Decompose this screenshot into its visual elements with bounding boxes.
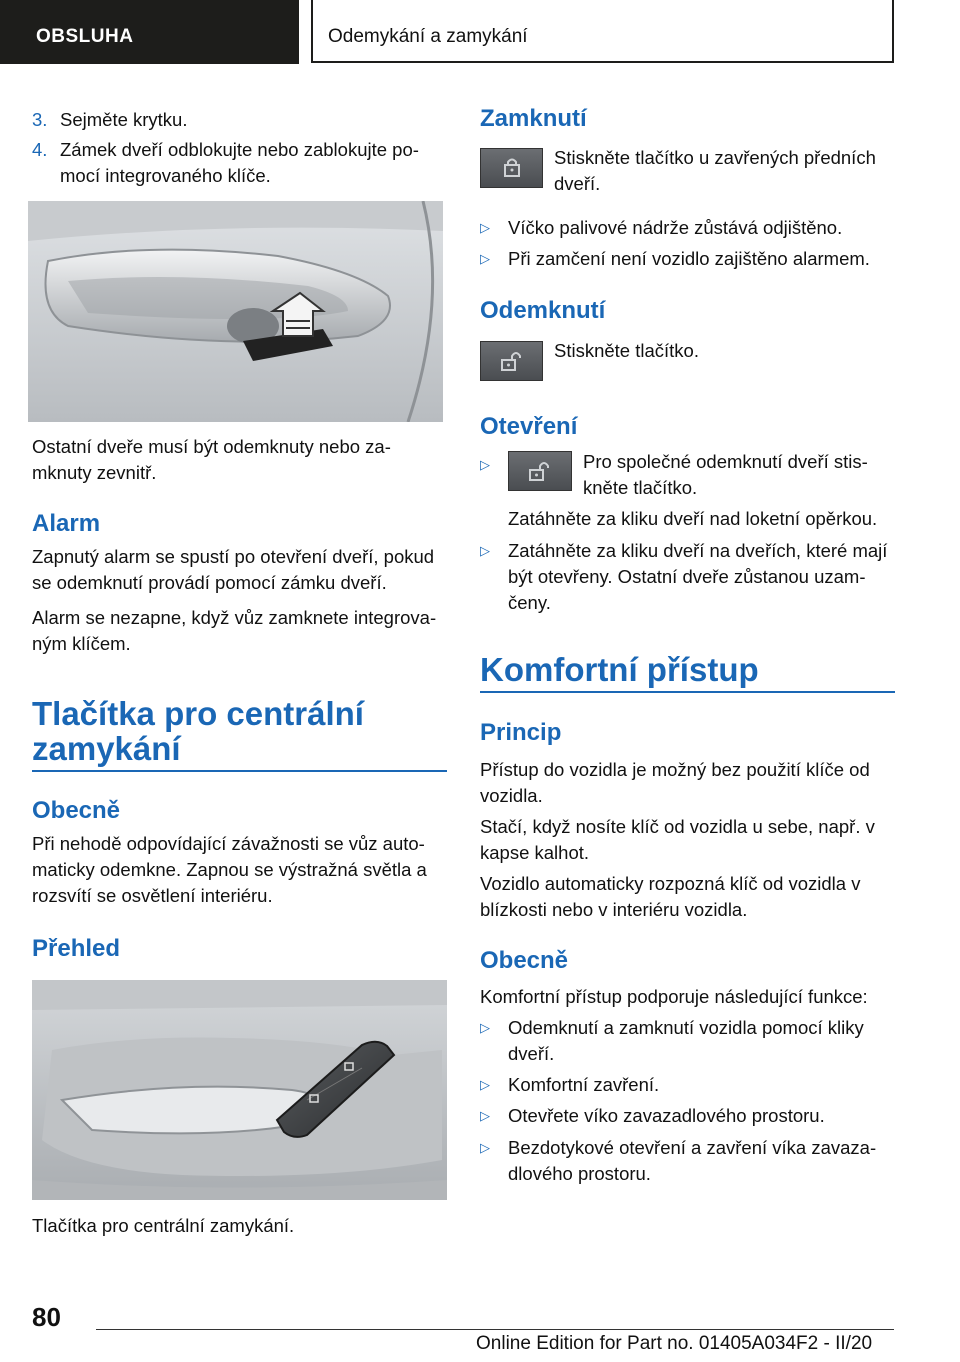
- zamknuti-bullet-1: ▷ Víčko palivové nádrže zůstává odjištěno.: [480, 215, 895, 243]
- bullet-icon: ▷: [480, 1108, 490, 1123]
- otevreni-bullet-2: ▷ Zatáhněte za kliku dveří na dveřích, které mají: [480, 538, 895, 566]
- obecne-l1: Při nehodě odpovídající závažnosti se vůz auto-: [32, 833, 425, 854]
- page-number: 80: [32, 1302, 61, 1332]
- zamknuti-l1: Stiskněte tlačítko u zavřených předních: [554, 147, 876, 168]
- func-bullet-1: ▷ Odemknutí a zamknutí vozidla pomocí kliky: [480, 1015, 895, 1043]
- func-bullet-2: ▷ Komfortní zavření.: [480, 1072, 895, 1100]
- otevreni-heading: Otevření: [480, 413, 578, 440]
- zamknuti-heading: Zamknutí: [480, 105, 587, 132]
- bullet-icon: ▷: [480, 457, 490, 472]
- obecne2-heading: Obecně: [480, 947, 569, 974]
- alarm-heading: Alarm: [32, 510, 101, 537]
- step-4-cont: mocí integrovaného klíče.: [60, 165, 271, 186]
- otevreni-b1-l2: kněte tlačítko.: [583, 477, 698, 498]
- unlock-button-image: [480, 341, 543, 381]
- heading-rule: [32, 770, 447, 772]
- princip-heading: Princip: [480, 719, 562, 746]
- photo-caption: Tlačítka pro centrální zamykání.: [32, 1215, 295, 1236]
- obecne2-text: Komfortní přístup podporuje následující funkce:: [480, 986, 868, 1007]
- section-label: OBSLUHA: [36, 26, 134, 47]
- lock-button-image: [480, 148, 543, 188]
- chapter-tab: [311, 0, 894, 63]
- odemknuti-heading: Odemknutí: [480, 297, 606, 324]
- bullet-icon: ▷: [480, 220, 490, 235]
- lock-icon: [499, 156, 525, 180]
- unlock-button-image-2: [508, 451, 572, 491]
- bullet-icon: ▷: [480, 251, 490, 266]
- obecne-l3: rozsvítí se osvětlení interiéru.: [32, 885, 273, 906]
- func-b1-l2: dveří.: [508, 1043, 555, 1064]
- func-bullet-4: ▷ Bezdotykové otevření a zavření víka zavaza-: [480, 1135, 895, 1163]
- central-locking-photo: [32, 980, 447, 1200]
- func-b4-l2: dlového prostoru.: [508, 1163, 651, 1184]
- alarm-p2-l2: ným klíčem.: [32, 633, 131, 654]
- footer-rule: [96, 1329, 894, 1330]
- door-lock-photo: [28, 201, 443, 422]
- princip-p1-l2: vozidla.: [480, 785, 543, 806]
- section-tab: [0, 0, 299, 64]
- bullet-icon: ▷: [480, 543, 490, 558]
- princip-p1-l1: Přístup do vozidla je možný bez použití klíče od: [480, 759, 870, 780]
- otevreni-b2-l3: čeny.: [508, 592, 551, 613]
- edition-footer: Online Edition for Part no. 01405A034F2 - II/20: [476, 1333, 873, 1354]
- step-4: 4. Zámek dveří odblokujte nebo zablokujte po-: [32, 139, 419, 160]
- komfort-rule: [480, 691, 895, 693]
- prehled-heading: Přehled: [32, 935, 121, 962]
- note-line-2: mknuty zevnitř.: [32, 462, 157, 483]
- bullet-icon: ▷: [480, 1140, 490, 1155]
- otevreni-b1-l1: Pro společné odemknutí dveří stis-: [583, 451, 868, 472]
- princip-p2-l2: kapse kalhot.: [480, 842, 590, 863]
- alarm-p2-l1: Alarm se nezapne, když vůz zamknete integrova-: [32, 607, 437, 628]
- princip-p3-l1: Vozidlo automaticky rozpozná klíč od vozidla v: [480, 873, 861, 894]
- zamknuti-l2: dveří.: [554, 173, 601, 194]
- func-bullet-3: ▷ Otevřete víko zavazadlového prostoru.: [480, 1103, 895, 1131]
- note-line-1: Ostatní dveře musí být odemknuty nebo za-: [32, 436, 391, 457]
- alarm-p1-l2: se odemknutí provádí pomocí zámku dveří.: [32, 572, 387, 593]
- zamknuti-bullet-2: ▷ Při zamčení není vozidlo zajištěno alarmem.: [480, 246, 895, 274]
- bullet-icon: ▷: [480, 1077, 490, 1092]
- main-heading-l1: Tlačítka pro centrální: [32, 695, 364, 732]
- otevreni-b1-l3: Zatáhněte za kliku dveří nad loketní opěrkou.: [508, 508, 878, 529]
- unlock-icon: [499, 349, 525, 373]
- otevreni-b2-l2: být otevřeny. Ostatní dveře zůstanou uzam-: [508, 566, 866, 587]
- step-3: 3. Sejměte krytku.: [32, 109, 188, 130]
- komfort-heading: Komfortní přístup: [480, 651, 759, 688]
- princip-p2-l1: Stačí, když nosíte klíč od vozidla u sebe, např. v: [480, 816, 875, 837]
- unlock-icon: [527, 459, 553, 483]
- odemknuti-text: Stiskněte tlačítko.: [554, 340, 699, 361]
- obecne-l2: maticky odemkne. Zapnou se výstražná světla a: [32, 859, 427, 880]
- alarm-p1-l1: Zapnutý alarm se spustí po otevření dveří, pokud: [32, 546, 435, 567]
- chapter-label: Odemykání a zamykání: [328, 26, 528, 47]
- bullet-icon: ▷: [480, 1020, 490, 1035]
- princip-p3-l2: blízkosti nebo v interiéru vozidla.: [480, 899, 748, 920]
- obecne-heading: Obecně: [32, 797, 121, 824]
- main-heading-l2: zamykání: [32, 730, 181, 767]
